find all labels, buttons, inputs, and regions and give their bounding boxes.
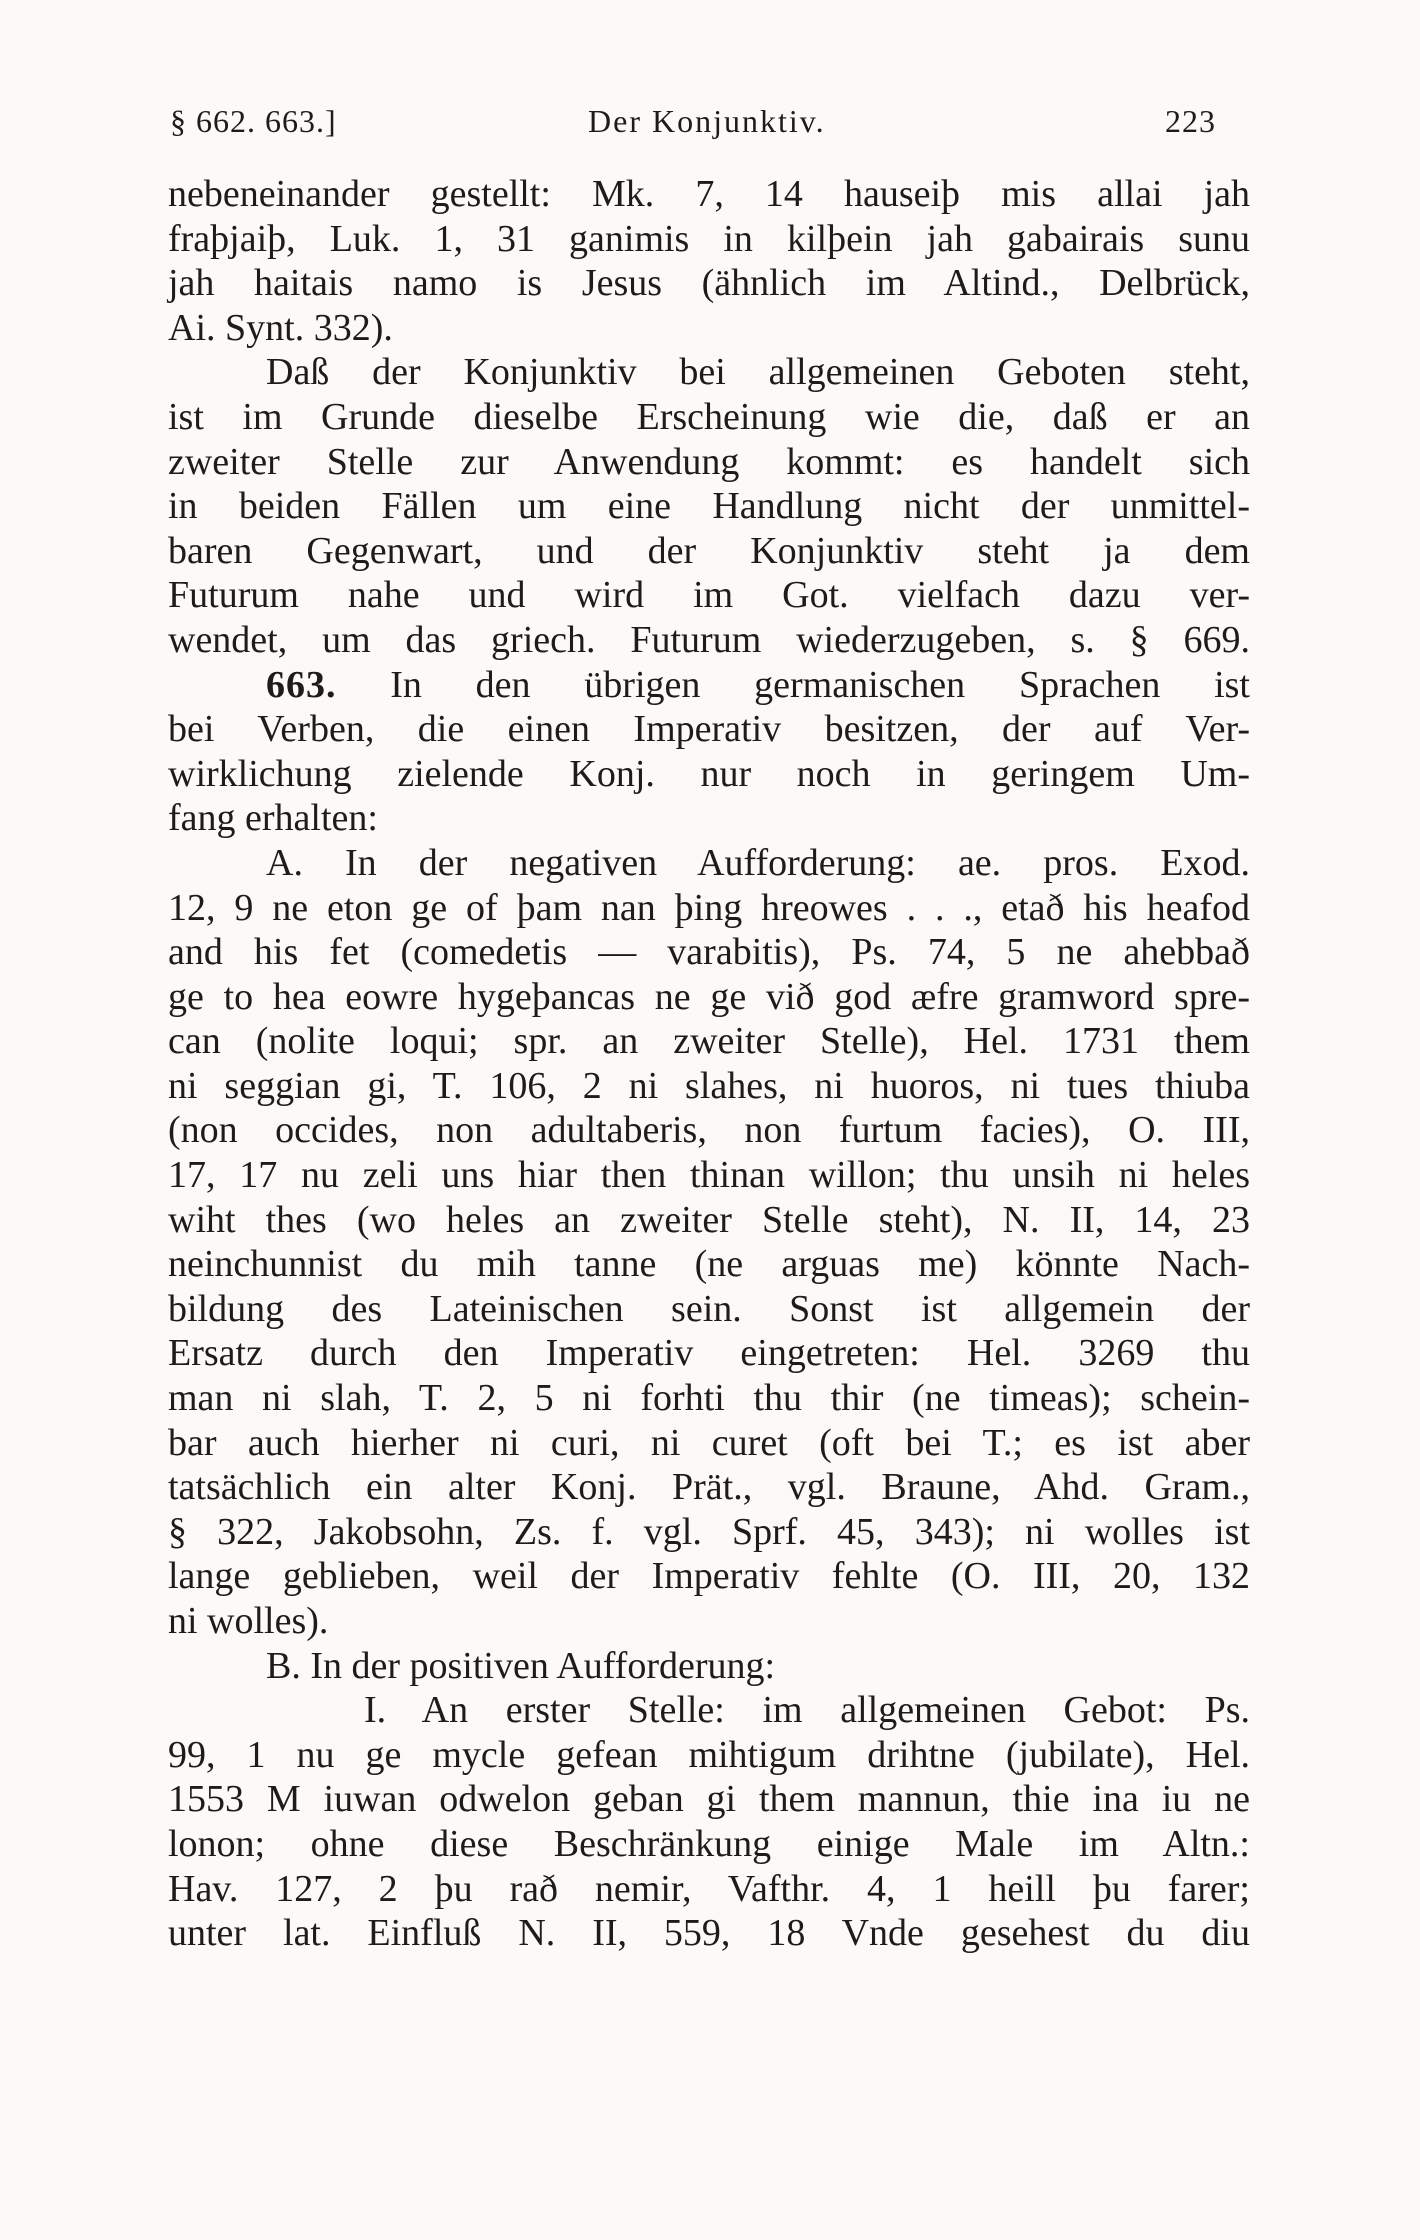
- text-line: B. In der positiven Aufforderung:: [266, 1644, 776, 1687]
- text-line: can (nolite loqui; spr. an zweiter Stelle), Hel. 1731 them: [168, 1020, 1250, 1063]
- text-line: wiht thes (wo heles an zweiter Stelle steht), N. II, 14, 23: [168, 1198, 1250, 1241]
- text-line: wendet, um das griech. Futurum wiederzugeben, s. § 669.: [168, 618, 1250, 661]
- text-line: lonon; ohne diese Beschränkung einige Male im Altn.:: [168, 1822, 1250, 1865]
- text-line: in beiden Fällen um eine Handlung nicht der unmittel-: [168, 485, 1250, 528]
- paragraph-continuation: [168, 172, 1250, 350]
- text-line: Hav. 127, 2 þu rað nemir, Vafthr. 4, 1 heill þu farer;: [168, 1867, 1250, 1910]
- text-line: tatsächlich ein alter Konj. Prät., vgl. Braune, Ahd. Gram.,: [168, 1466, 1250, 1509]
- chapter-title: Der Konjunktiv.: [588, 103, 826, 139]
- text-line: zweiter Stelle zur Anwendung kommt: es handelt sich: [168, 440, 1250, 483]
- text-line: wirklichung zielende Konj. nur noch in geringem Um-: [168, 752, 1250, 795]
- text-line: ge to hea eowre hygeþancas ne ge við god æfre gramword spre-: [168, 975, 1250, 1018]
- main-text: [168, 172, 1250, 1956]
- paragraph-negative-command: [168, 841, 1250, 1644]
- text-line: Ai. Synt. 332).: [168, 306, 393, 349]
- text-line: nebeneinander gestellt: Mk. 7, 14 hauseiþ mis allai jah: [168, 173, 1250, 215]
- text-line: man ni slah, T. 2, 5 ni forhti thu thir (ne timeas); schein-: [168, 1377, 1250, 1420]
- section-number: 663.: [266, 663, 337, 706]
- text-line: baren Gegenwart, und der Konjunktiv steht ja dem: [168, 529, 1250, 572]
- paragraph-positive-command-heading: [168, 1644, 1250, 1689]
- text-line: and his fet (comedetis — varabitis), Ps. 74, 5 ne ahebbað: [168, 931, 1250, 974]
- text-line: fraþjaiþ, Luk. 1, 31 ganimis in kilþein jah gabairais sunu: [168, 217, 1250, 260]
- text-line: fang erhalten:: [168, 797, 378, 840]
- paragraph-first-position: [168, 1688, 1250, 1956]
- text-line: Daß der Konjunktiv bei allgemeinen Geboten steht,: [266, 351, 1250, 394]
- text-line: 663. In den übrigen germanischen Sprachen ist: [266, 663, 1250, 706]
- text-line: bei Verben, die einen Imperativ besitzen, der auf Ver-: [168, 708, 1250, 751]
- section-663: [168, 663, 1250, 841]
- text-line: I. An erster Stelle: im allgemeinen Gebot: Ps.: [364, 1689, 1250, 1732]
- text-line: (non occides, non adultaberis, non furtum facies), O. III,: [168, 1109, 1250, 1152]
- text-line: ni seggian gi, T. 106, 2 ni slahes, ni huoros, ni tues thiuba: [168, 1064, 1250, 1107]
- text-line: ist im Grunde dieselbe Erscheinung wie die, daß er an: [168, 395, 1250, 438]
- text-line: bildung des Lateinischen sein. Sonst ist allgemein der: [168, 1287, 1250, 1330]
- text-line: A. In der negativen Aufforderung: ae. pros. Exod.: [266, 841, 1250, 884]
- text-line: unter lat. Einfluß N. II, 559, 18 Vnde gesehest du diu: [168, 1912, 1250, 1955]
- text-line: 99, 1 nu ge mycle gefean mihtigum drihtne (jubilate), Hel.: [168, 1733, 1250, 1776]
- text-line: lange geblieben, weil der Imperativ fehlte (O. III, 20, 132: [168, 1555, 1250, 1598]
- text-line: 17, 17 nu zeli uns hiar then thinan willon; thu unsih ni heles: [168, 1154, 1250, 1197]
- running-header: [0, 0, 1420, 160]
- text-line: neinchunnist du mih tanne (ne arguas me) könnte Nach-: [168, 1243, 1250, 1286]
- text-line: 12, 9 ne eton ge of þam nan þing hreowes . . ., etað his heafod: [168, 886, 1250, 929]
- section-reference: § 662. 663.]: [170, 103, 337, 139]
- paragraph-conjunctive-commands: [168, 350, 1250, 662]
- text-line: 1553 M iuwan odwelon geban gi them mannun, thie ina iu ne: [168, 1778, 1250, 1821]
- text-line: jah haitais namo is Jesus (ähnlich im Altind., Delbrück,: [168, 262, 1250, 305]
- text-line: Futurum nahe und wird im Got. vielfach dazu ver-: [168, 574, 1250, 617]
- text-line: § 322, Jakobsohn, Zs. f. vgl. Sprf. 45, 343); ni wolles ist: [168, 1510, 1250, 1553]
- text-line: ni wolles).: [168, 1600, 329, 1642]
- text-line: bar auch hierher ni curi, ni curet (oft bei T.; es ist aber: [168, 1421, 1250, 1464]
- text-line: Ersatz durch den Imperativ eingetreten: Hel. 3269 thu: [168, 1332, 1250, 1375]
- page-number: 223: [1165, 103, 1216, 139]
